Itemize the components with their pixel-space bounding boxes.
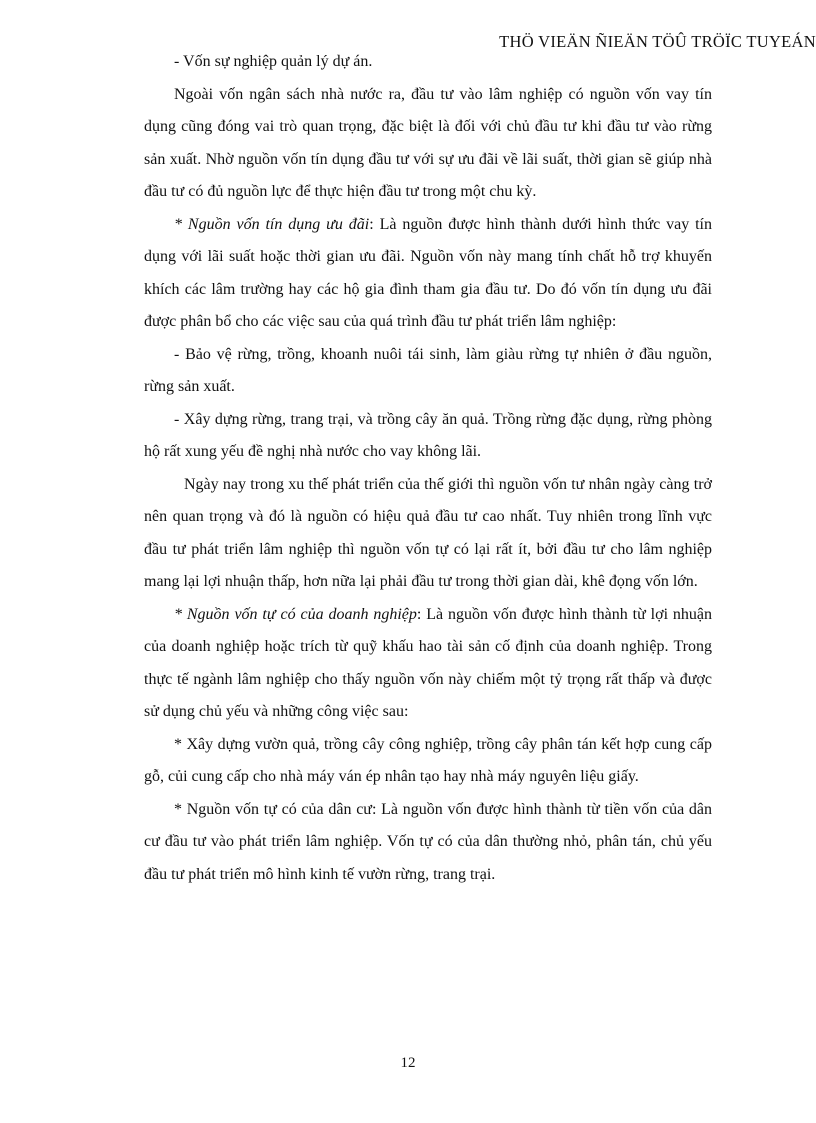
page-header: THÖ VIEÄN ÑIEÄN TÖÛ TRÖÏC TUYEÁN [499,32,816,51]
paragraph: * Nguồn vốn tự có của dân cư: Là nguồn vốn được hình thành từ tiền vốn của dân cư đầu tư vào phát triển lâm nghiệp. Vốn tự có của dân thường nhỏ, phân tán, chủ yếu đầu tư phát triển mô hình kinh tế vườn rừng, trang trại. [144,800,712,883]
paragraph: - Bảo vệ rừng, trồng, khoanh nuôi tái sinh, làm giàu rừng tự nhiên ở đầu nguồn, rừng sản xuất. [144,345,712,395]
paragraph-italic-lead: * Nguồn vốn tự có của doanh nghiệp [174,605,417,623]
paragraph [144,209,712,339]
paragraph: - Xây dựng rừng, trang trại, và trồng cây ăn quả. Trồng rừng đặc dụng, rừng phòng hộ rất xung yếu đề nghị nhà nước cho vay không lãi. [144,410,712,460]
paragraph-italic-lead: * Nguồn vốn tín dụng ưu đãi [174,215,370,233]
paragraph: * Xây dựng vườn quả, trồng cây công nghiệp, trồng cây phân tán kết hợp cung cấp gỗ, củi cung cấp cho nhà máy ván ép nhân tạo hay nhà máy nguyên liệu giấy. [144,735,712,785]
paragraph: Ngoài vốn ngân sách nhà nước ra, đầu tư vào lâm nghiệp có nguồn vốn vay tín dụng cũng đóng vai trò quan trọng, đặc biệt là đối với chủ đầu tư khi đầu tư vào rừng sản xuất. Nhờ nguồn vốn tín dụng đầu tư với sự ưu đãi về lãi suất, thời gian sẽ giúp nhà đầu tư có đủ nguồn lực để thực hiện đầu tư trong một chu kỳ. [144,85,712,200]
paragraph [144,599,712,729]
paragraph-text: : Là nguồn vốn được hình thành từ lợi nhuận của doanh nghiệp hoặc trích từ quỹ khấu hao tài sản cố định của doanh nghiệp. Trong thực tế ngành lâm nghiệp cho thấy nguồn vốn này chiếm một tỷ trọng rất thấp và được sử dụng chủ yếu và những công việc sau: [144,605,712,720]
paragraph-text: : Là nguồn được hình thành dưới hình thức vay tín dụng với lãi suất hoặc thời gian ưu đãi. Nguồn vốn này mang tính chất hỗ trợ khuyến khích các lâm trường hay các hộ gia đình tham gia đầu tư. Do đó vốn tín dụng ưu đãi được phân bổ cho các việc sau của quá trình đầu tư phát triển lâm nghiệp: [144,215,712,330]
page-number: 12 [400,1055,416,1071]
paragraph: - Vốn sự nghiệp quản lý dự án. [174,53,373,70]
document-body [144,46,712,891]
paragraph: Ngày nay trong xu thế phát triển của thế giới thì nguồn vốn tư nhân ngày càng trở nên quan trọng và đó là nguồn có hiệu quả đầu tư cao nhất. Tuy nhiên trong lĩnh vực đầu tư phát triển lâm nghiệp thì nguồn vốn tự có lại rất ít, bởi đầu tư cho lâm nghiệp mang lại lợi nhuận thấp, hơn nữa lại phải đầu tư trong thời gian dài, khê đọng vốn lớn. [144,475,712,590]
